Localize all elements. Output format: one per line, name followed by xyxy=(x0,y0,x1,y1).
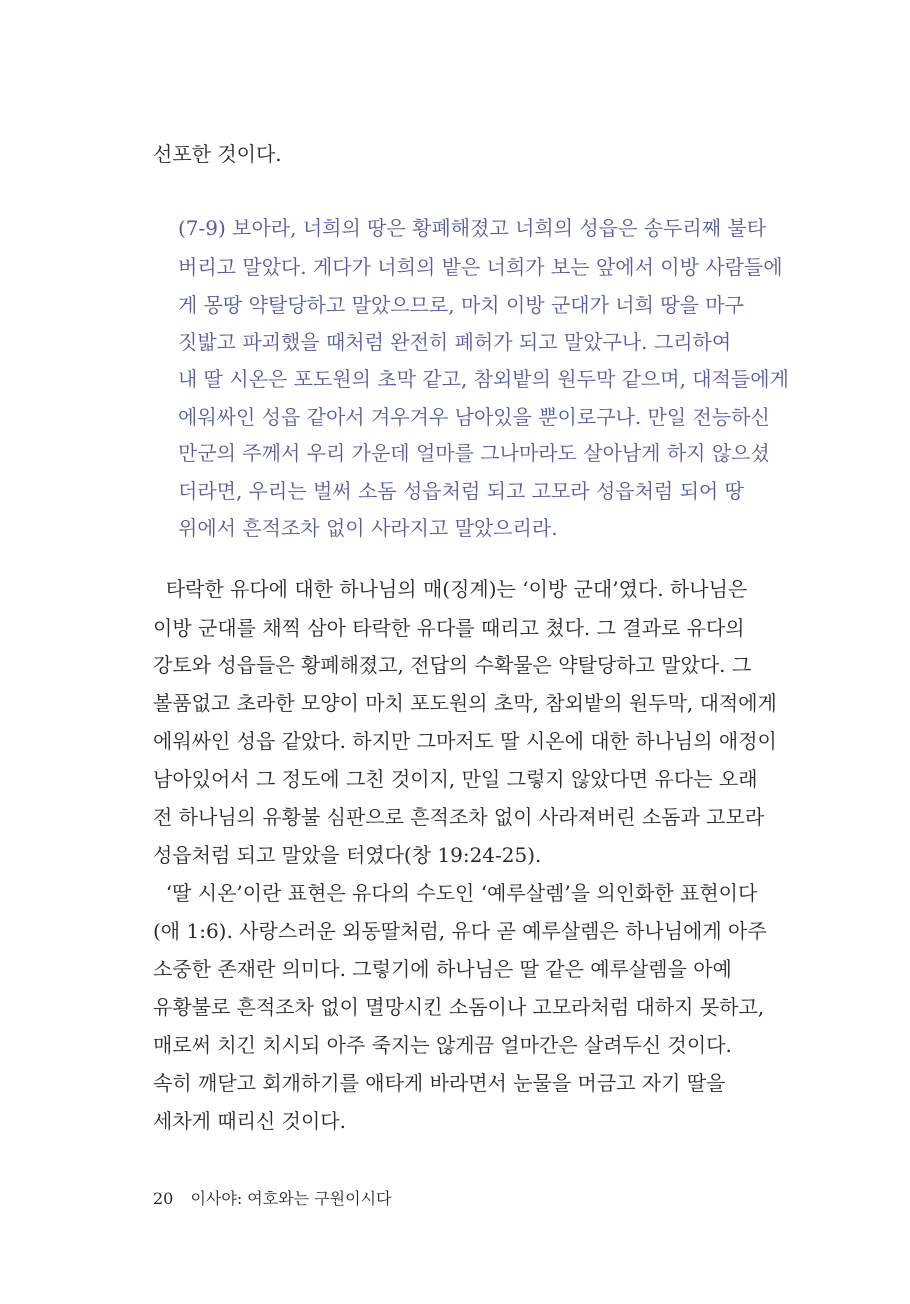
quote-line: 게 몽땅 약탈당하고 말았으므로, 마치 이방 군대가 너희 땅을 마구 xyxy=(178,293,744,317)
quote-line: 위에서 흔적조차 없이 사라지고 말았으리라. xyxy=(178,516,558,540)
body-line: 에워싸인 성읍 같았다. 하지만 그마저도 딸 시온에 대한 하나님의 애정이 xyxy=(153,729,777,753)
quote-line: (7-9) 보아라, 너희의 땅은 황폐해졌고 너희의 성읍은 송두리째 불타 xyxy=(178,216,767,240)
body-line: 타락한 유다에 대한 하나님의 매(징계)는 ‘이방 군대’였다. 하나님은 xyxy=(153,577,748,601)
body-line: 볼품없고 초라한 모양이 마치 포도원의 초막, 참외밭의 원두막, 대적에게 xyxy=(153,691,777,715)
body-line: 이방 군대를 채찍 삼아 타락한 유다를 때리고 쳤다. 그 결과로 유다의 xyxy=(153,616,745,640)
quote-line: 에워싸인 성읍 같아서 겨우겨우 남아있을 뿐이로구나. 만일 전능하신 xyxy=(178,405,770,429)
body-line: 성읍처럼 되고 말았을 터였다(창 19:24-25). xyxy=(153,843,542,867)
body-line: 남아있어서 그 정도에 그친 것이지, 만일 그렇지 않았다면 유다는 오래 xyxy=(153,767,758,791)
body-line: ‘딸 시온’이란 표현은 유다의 수도인 ‘예루살렘’을 의인화한 표현이다 xyxy=(153,881,758,905)
page-footer xyxy=(153,1187,392,1211)
book-title: 이사야: 여호와는 구원이시다 xyxy=(190,1189,392,1208)
body-line: 전 하나님의 유황불 심판으로 흔적조차 없이 사라져버린 소돔과 고모라 xyxy=(153,805,765,829)
body-line: 속히 깨닫고 회개하기를 애타게 바라면서 눈물을 머금고 자기 딸을 xyxy=(153,1071,726,1095)
body-line: 세차게 때리신 것이다. xyxy=(153,1109,346,1133)
body-line: 소중한 존재란 의미다. 그렇기에 하나님은 딸 같은 예루살렘을 아예 xyxy=(153,957,732,981)
quote-line: 더라면, 우리는 벌써 소돔 성읍처럼 되고 고모라 성읍처럼 되어 땅 xyxy=(178,479,744,503)
quote-line: 짓밟고 파괴했을 때처럼 완전히 폐허가 되고 말았구나. 그리하여 xyxy=(178,330,732,354)
body-line: 매로써 치긴 치시되 아주 죽지는 않게끔 얼마간은 살려두신 것이다. xyxy=(153,1033,732,1057)
quote-line: 만군의 주께서 우리 가운데 얼마를 그나마라도 살아남게 하지 않으셨 xyxy=(178,441,770,465)
intro-line: 선포한 것이다. xyxy=(153,142,282,166)
body-line: 강토와 성읍들은 황폐해졌고, 전답의 수확물은 약탈당하고 말았다. 그 xyxy=(153,653,752,677)
page-number: 20 xyxy=(153,1189,174,1208)
quote-line: 내 딸 시온은 포도원의 초막 같고, 참외밭의 원두막 같으며, 대적들에게 xyxy=(178,367,789,391)
body-line: (애 1:6). 사랑스러운 외동딸처럼, 유다 곧 예루살렘은 하나님에게 아주 xyxy=(153,919,767,943)
body-line: 유황불로 흔적조차 없이 멸망시킨 소돔이나 고모라처럼 대하지 못하고, xyxy=(153,995,765,1019)
quote-line: 버리고 말았다. 게다가 너희의 밭은 너희가 보는 앞에서 이방 사람들에 xyxy=(178,255,783,279)
